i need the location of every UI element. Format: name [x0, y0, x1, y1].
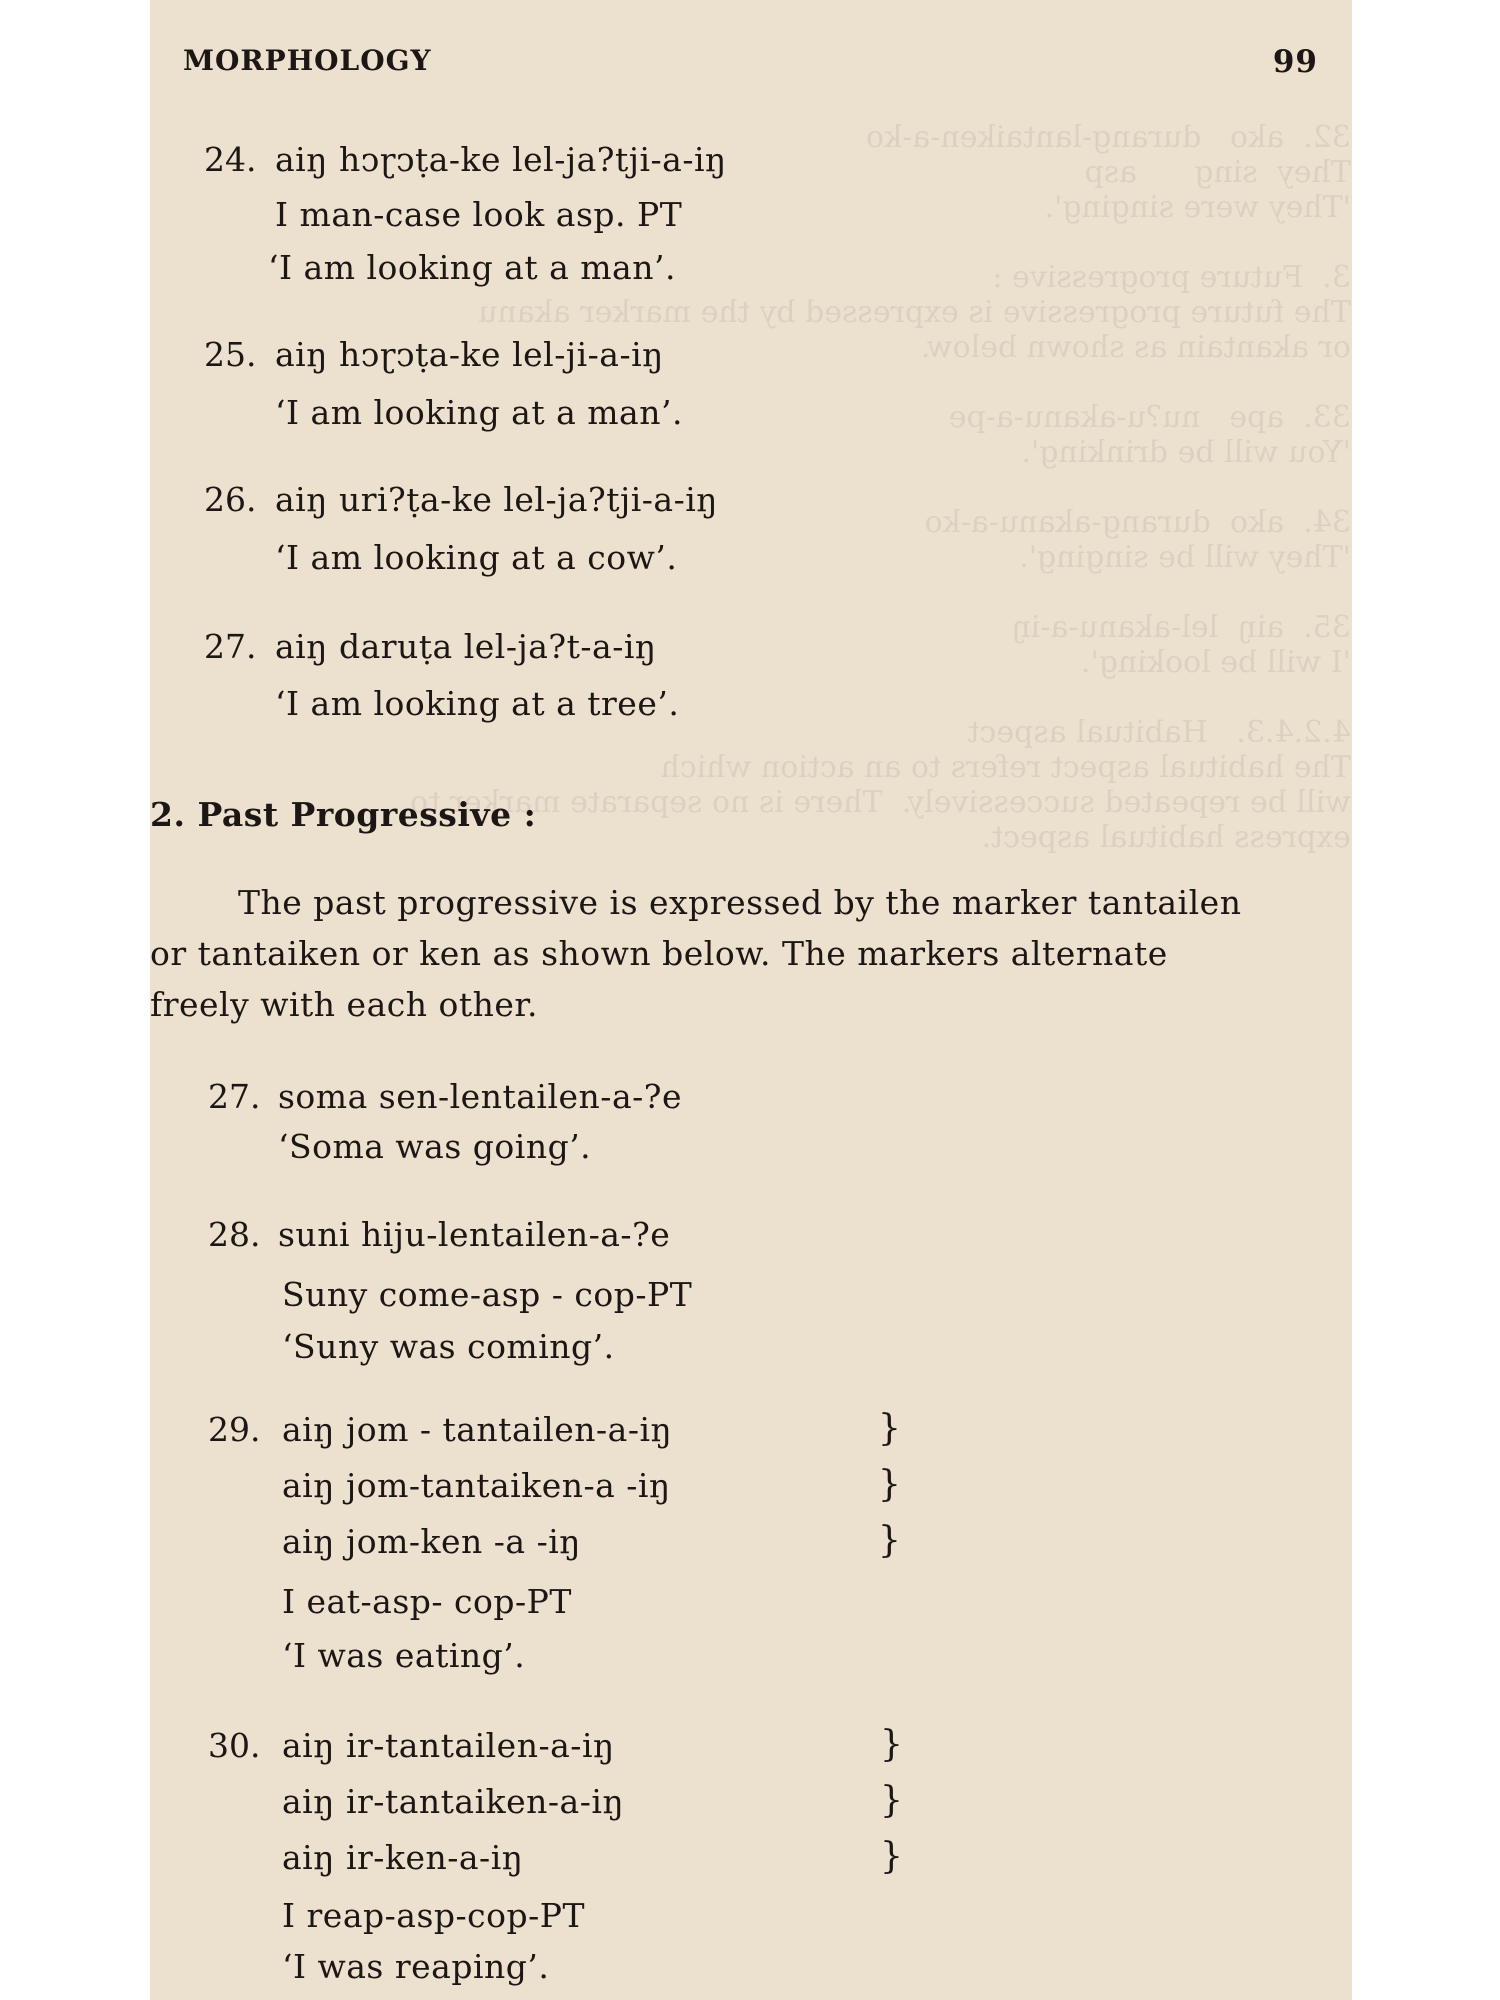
- example-form: aiŋ hↄɽↄṭa-ke lel-ja?tji-a-iŋ: [275, 140, 727, 179]
- running-head: MORPHOLOGY: [183, 44, 432, 77]
- brace: }: [880, 1724, 903, 1765]
- example-number: 26.: [204, 480, 257, 519]
- example-form: aiŋ ir-ken-a-iŋ: [282, 1838, 524, 1877]
- show-through-text: 32. ako durang-lantaiken-a-ko They sing asp 'They were singing'. 3. Future progressive : The future progressive is expressed by the marker akanu or akantain as shown below. 33. ape nu?u-akanu-a-pe 'You will be drinking'. 34. ako durang-akanu-a-ko 'They will be singing'. 35. aiŋ lel-akanu-a-iŋ 'I will be looking'. 4.2.4.3. Habitual aspect The habitual aspect refers to an action which will be repeated successively. There is no separate marker to express habitual aspect.: [410, 120, 1351, 855]
- example-form: aiŋ jom - tantailen-a-iŋ: [282, 1410, 673, 1449]
- book-page: [150, 0, 1352, 2000]
- example-form: aiŋ ir-tantailen-a-iŋ: [282, 1726, 615, 1765]
- example-form: soma sen-lentailen-a-?e: [278, 1077, 682, 1116]
- example-translation: ‘I am looking at a man’.: [268, 248, 676, 287]
- brace: }: [878, 1408, 901, 1449]
- paragraph-line: or tantaiken or ken as shown below. The markers alternate: [150, 934, 1168, 973]
- example-form: aiŋ jom-tantaiken-a -iŋ: [282, 1466, 671, 1505]
- example-translation: ‘Soma was going’.: [278, 1127, 592, 1166]
- example-number: 29.: [208, 1410, 261, 1449]
- example-translation: ‘I was reaping’.: [282, 1947, 550, 1986]
- brace: }: [878, 1464, 901, 1505]
- example-gloss: Suny come-asp - cop-PT: [282, 1275, 693, 1314]
- example-form: aiŋ uri?ṭa-ke lel-ja?tji-a-iŋ: [275, 480, 719, 519]
- example-gloss: I reap-asp-cop-PT: [282, 1896, 586, 1935]
- example-form: aiŋ jom-ken -a -iŋ: [282, 1522, 582, 1561]
- paragraph-line: freely with each other.: [150, 985, 539, 1024]
- example-form: aiŋ hↄɽↄṭa-ke lel-ji-a-iŋ: [275, 335, 664, 374]
- paragraph-line: The past progressive is expressed by the marker tantailen: [238, 883, 1242, 922]
- example-translation: ‘I am looking at a cow’.: [275, 538, 678, 577]
- example-number: 27.: [208, 1077, 261, 1116]
- example-translation: ‘I am looking at a man’.: [275, 393, 683, 432]
- example-number: 28.: [208, 1215, 261, 1254]
- example-number: 27.: [204, 627, 257, 666]
- brace: }: [880, 1780, 903, 1821]
- example-number: 30.: [208, 1726, 261, 1765]
- example-number: 25.: [204, 335, 257, 374]
- example-form: aiŋ daruṭa lel-ja?t-a-iŋ: [275, 627, 657, 666]
- brace: }: [878, 1520, 901, 1561]
- brace: }: [880, 1836, 903, 1877]
- example-form: suni hiju-lentailen-a-?e: [278, 1215, 671, 1254]
- example-translation: ‘I am looking at a tree’.: [275, 684, 680, 723]
- example-translation: ‘Suny was coming’.: [282, 1327, 615, 1366]
- page-number: 99: [1272, 44, 1318, 80]
- example-form: aiŋ ir-tantaiken-a-iŋ: [282, 1782, 625, 1821]
- example-gloss: I eat-asp- cop-PT: [282, 1582, 572, 1621]
- example-gloss: I man-case look asp. PT: [275, 195, 683, 234]
- section-heading: 2. Past Progressive :: [150, 795, 537, 834]
- example-number: 24.: [204, 140, 257, 179]
- example-translation: ‘I was eating’.: [282, 1636, 526, 1675]
